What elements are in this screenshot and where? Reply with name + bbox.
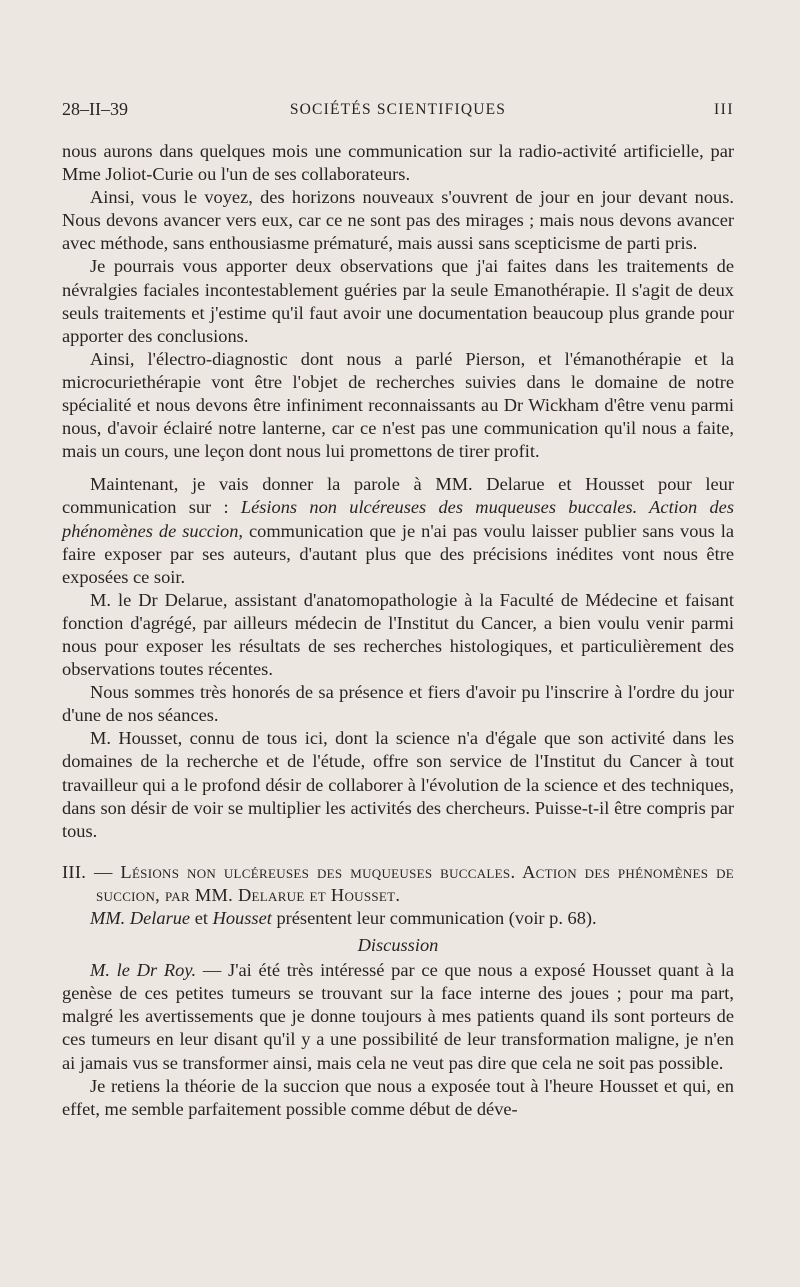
roy-paragraph bbox=[62, 959, 734, 1074]
body-text bbox=[62, 140, 734, 1121]
paragraph-5-start: Maintenant, je vais donner la parole à MM. Delarue et Housset pour leur communication sur : bbox=[62, 474, 734, 518]
page-number: III bbox=[714, 101, 734, 118]
communication-title: Lésions non ulcéreuses des muqueuses buccales. Action des phénomènes de succion, bbox=[62, 497, 734, 541]
intro-rest: présentent leur communication (voir p. 68). bbox=[271, 908, 597, 928]
paragraph-8: M. Housset, connu de tous ici, dont la science n'a d'égale que son activité dans les domaines de la recherche et de l'étude, offre son service de l'Institut du Cancer à tout travailleur qui a le profond désir de collaborer à l'évolution de la science et des techniques, dans son désir de voir se multiplier les activités des chercheurs. Puisse-t-il être compris par tous. bbox=[62, 728, 734, 841]
paragraph-5 bbox=[62, 473, 734, 588]
roy-speaker: M. le Dr Roy. bbox=[90, 960, 197, 981]
roy-text: — J'ai été très intéressé par ce que nous a exposé Housset quant à la genèse de ces petites tumeurs se trouvant sur la face interne des joues ; pour ma part, malgré les avertissements que je donne toujours à mes patients quand ils sont porteurs de ces tumeurs en leur disant qu'il y a une possibilité de leur transformation maligne, je n'en ai jamais vus se transformer ainsi, mais cela ne veut pas dire que cela ne soit pas possible. bbox=[62, 960, 734, 1073]
paragraph-4: Ainsi, l'électro-diagnostic dont nous a parlé Pierson, et l'émanothérapie et la microcuriethérapie vont être l'objet de recherches suivies dans le domaine de notre spécialité et nous devons être infiniment reconnaissants au Dr Wickham d'être venu parmi nous, d'avoir éclairé notre lanterne, car ce n'est pas une communication qu'il nous a faite, mais un cours, une leçon dont nous lui promettons de tirer profit. bbox=[62, 348, 734, 462]
discussion-title: Discussion bbox=[357, 935, 439, 956]
paragraph-5-end: communication que je n'ai pas voulu laisser publier sans vous la faire exposer par ses auteurs, d'autant plus que des précisions inédites vont nous être exposées ce soir. bbox=[62, 520, 735, 587]
last-paragraph: Je retiens la théorie de la succion que nous a exposée tout à l'heure Housset et qui, en effet, me semble parfaitement possible comme début de déve- bbox=[62, 1075, 734, 1119]
section-intro bbox=[62, 907, 734, 930]
intro-and: et bbox=[190, 908, 213, 928]
header-title: SOCIÉTÉS SCIENTIFIQUES bbox=[289, 101, 507, 118]
paragraph-7: Nous sommes très honorés de sa présence et fiers d'avoir pu l'inscrire à l'ordre du jour d'une de nos séances. bbox=[62, 682, 734, 726]
paragraph-6: M. le Dr Delarue, assistant d'anatomopathologie à la Faculté de Médecine et faisant fonction d'agrégé, par ailleurs médecin de l'Institut du Cancer, a bien voulu venir parmi nous pour exposer les résultats de ses recherches histologiques, et particulièrement des observations toutes récentes. bbox=[62, 589, 734, 680]
intro-name-2: Housset bbox=[212, 908, 272, 928]
section-heading: III. — Lésions non ulcéreuses des muqueuses buccales. Action des phénomènes de succion, par MM. Delarue et Housset. bbox=[62, 861, 734, 905]
paragraph-3: Je pourrais vous apporter deux observations que j'ai faites dans les traitements de névralgies faciales incontestablement guéries par la seule Emanothérapie. Il s'agit de deux seuls traitements et j'estime qu'il faut avoir une documentation beaucoup plus grande pour apporter des conclusions. bbox=[62, 256, 734, 346]
intro-name-1: MM. Delarue bbox=[90, 908, 191, 928]
running-head bbox=[62, 99, 734, 123]
header-date: 28–II–39 bbox=[62, 99, 128, 119]
page bbox=[62, 0, 734, 1287]
paragraph-2: Ainsi, vous le voyez, des horizons nouveaux s'ouvrent de jour en jour devant nous. Nous devons avancer vers eux, car ce ne sont pas des mirages ; mais nous devons avancer avec méthode, sans enthousiasme prématuré, mais aussi sans scepticisme de parti pris. bbox=[62, 187, 734, 254]
paragraph-1: nous aurons dans quelques mois une communication sur la radio-activité artificielle, par Mme Joliot-Curie ou l'un de ses collaborateurs. bbox=[62, 141, 734, 185]
